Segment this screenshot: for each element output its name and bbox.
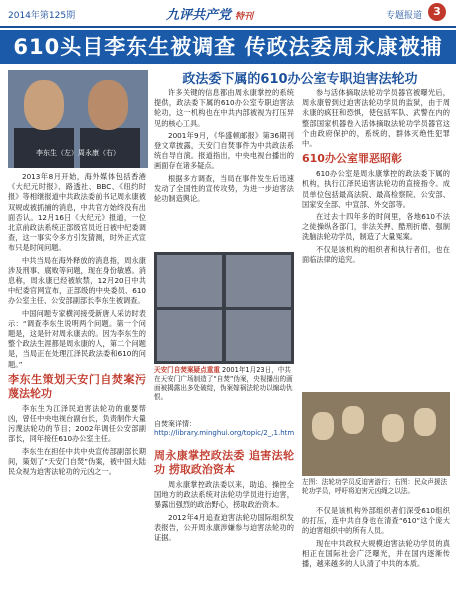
person-right-face [88, 80, 128, 130]
header-bar [0, 0, 456, 28]
person-figure [342, 406, 364, 434]
person-figure [414, 408, 436, 436]
photo-caption: 李东生（左）周永康（右） [36, 149, 120, 157]
column-3-top [302, 88, 450, 388]
paragraph: 周永康掌控政法委以来，助追、操控全国地方的政法系统对法轮功学员进行迫害，暴露出强烈的政治野心，捞取政治资本。 [154, 480, 294, 510]
page-number-badge: 3 [428, 3, 446, 21]
masthead-sub: 特刊 [235, 12, 254, 22]
masthead-title: 九评共产党 [166, 8, 232, 23]
paragraph: 不仅是该机构的组织者和执行者们，也在面临法律的追究。 [302, 244, 450, 264]
link-label: 自焚案详情： [154, 420, 196, 428]
headline: 610头目李东生被调查 传政法委周永康被捕 [0, 30, 456, 64]
column-2-bottom [154, 446, 294, 594]
person-figure [382, 414, 404, 442]
paragraph: 现在中共政权大规模迫害法轮功学员的真相正在国际社会广泛曝光，并在国内逐渐传播，越来越多的人认清了中共的本质。 [302, 538, 450, 569]
caption-title: 天安门自焚案疑点重重 [154, 366, 220, 374]
paragraph: 2013年8月开始，海外媒体包括香港《大纪元时报》、路透社、BBC、《纽约时报》等相继报道中共政法委前书记周永康被双规或被抓捕的消息，中共官方始终没有出面否认。12月16日《大纪元》报道，一位北京前政法系统正部级官员近日被中纪委调查，这一事实令多方引发猜测，时外正式宣布只是时间问题。 [8, 172, 146, 253]
self-immolation-image-grid [154, 252, 294, 364]
paragraph: 2012年4月追查迫害法轮功国际组织发表报告，公开周永康涉嫌参与迫害法轮功的证据。 [154, 512, 294, 543]
person-figure [312, 412, 334, 440]
section-heading: 周永康掌控政法委 追害法轮功 捞取政治资本 [154, 449, 294, 476]
link-block [154, 420, 294, 444]
person-left-face [24, 80, 64, 130]
paragraph: 根据多方调查，当局在事件发生后迅速发动了全国性的宣传攻势，为进一步迫害法轮功制造舆论。 [154, 173, 294, 204]
issue-label: 2014年第125期 [8, 11, 76, 21]
caption-text: 2001年1月23日，中共在天安门广场制造了“自焚”伪案，央视播出的画面被揭露出多处破绽，伪案嫁祸法轮功以煽动仇恨。 [154, 366, 293, 401]
reference-link[interactable]: http://library.minghui.org/topic/2_,1.htm [154, 429, 294, 437]
paragraph: 不仅是该机构外部组织者们深受610组织的打压，连中共自身也在清查“610”这个庞大的迫害组织中的所有人员。 [302, 506, 450, 536]
paragraph: 中共当局在海外释放的消息指，周永康涉及刑事、腐败等问题，现在身份敏感。消息称，周永康已经被软禁，12月20日中共中纪委官网宣布，正部级的中央委员、610办公室主任、公安部副部长李东生被调查。 [8, 255, 146, 306]
paragraph: 2001年9月，《华盛顿邮报》第36期刊登文章披露，天安门自焚事件为中共政法系统自导自演。报道指出，中央电视台播出的画面存在诸多疑点。 [154, 130, 294, 171]
image-cell [226, 255, 291, 307]
paragraph: 610办公室是周永康掌控的政法委下属的机构，执行江泽民追害法轮功的直接指令。成员单位包括最高法院、最高检察院、公安部、国家安全部、中宣部、外交部等。 [302, 169, 450, 209]
section-heading: 610办公室罪恶昭彰 [302, 152, 402, 166]
paragraph: 中国问题专家横河接受新唐人采访时表示：“调查李东生说明两个问题。第一个问题是，这是针对周永康去的。因为李东生的整个政法生涯都是周永康的人，第二个问题是，当局正在处理江泽民政法委和610的问题。” [8, 308, 146, 369]
paragraph: 在过去十四年多的时间里，各地610不法之徒操纵各部门，非法关押、酷刑折磨、强制洗脑法轮功学员，制造了大量冤案。 [302, 212, 450, 242]
section-heading: 李东生策划天安门自焚案污蔑法轮功 [8, 372, 146, 400]
paragraph: 参与活体摘取法轮功学员器官被曝光后，周永康曾到过迫害法轮功学员的监狱，由于周永康的疯狂和恐惧，使包括军队、武警在内的整部国家机器卷入活体摘取法轮功学员器官这个由政府保护的，系统的，群体灭绝性犯罪中。 [302, 88, 450, 149]
masthead [166, 4, 253, 23]
paragraph: 李东生为江泽民迫害法轮功的重要帮凶，曾任中央电视台副台长，负责制作大量污蔑法轮功的节目；2002年调任公安部副部长，同年接任610办公室主任。 [8, 403, 146, 444]
image-cell [157, 310, 222, 361]
column-2-top [154, 88, 294, 248]
rally-photo [302, 392, 450, 476]
column-1 [8, 172, 146, 594]
subheadline: 政法委下属的610办公室专职迫害法轮功 [182, 72, 418, 87]
image-cell [157, 255, 222, 307]
rally-photo-caption: 左图：法轮功学员反迫害游行；右图：民众声援法轮功学员，呼吁将迫害元凶绳之以法。 [302, 478, 448, 495]
image-cell [226, 310, 291, 361]
column-3-bottom [302, 506, 450, 594]
section-label: 专题报道 [386, 11, 423, 21]
image-caption [154, 366, 294, 418]
paragraph: 李东生在担任中共中央宣传部副部长期间，策划了“天安门自焚”伪案，被中国大陆民众视为迫害法轮功的元凶之一。 [8, 446, 146, 477]
paragraph: 许多关键的信息都由周永康掌控的系统提供，政法委下属的610办公室专职迫害法轮功，这一机构也在中共内部被视为打压异见的核心工具。 [154, 88, 294, 128]
